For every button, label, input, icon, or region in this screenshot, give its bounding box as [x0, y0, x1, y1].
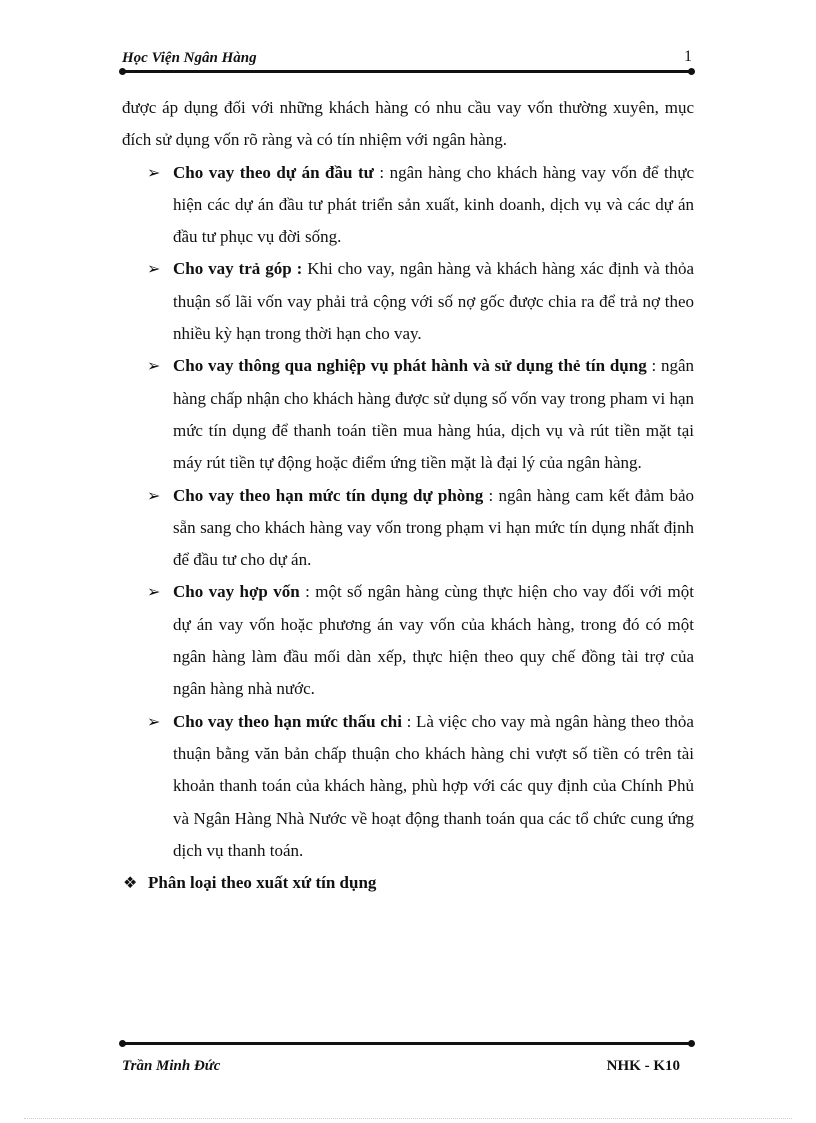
list-item	[122, 253, 694, 350]
diamond-bullet-icon: ❖	[123, 873, 138, 893]
bullet-text: : ngân hàng cho khách hàng vay vốn để thực hiện các dự án đầu tư phát triển sản xuất, kinh doanh, dịch vụ và các dự án đầu tư phục vụ đời sống.	[173, 162, 694, 247]
bullet-term: Cho vay trả góp :	[173, 259, 303, 279]
list-item	[122, 480, 694, 577]
bullet-term: Cho vay theo dự án đầu tư	[173, 162, 374, 182]
footer-author: Trần Minh Đức	[122, 1058, 221, 1074]
header-rule	[122, 70, 692, 73]
list-item	[122, 350, 694, 479]
footer-class-code: NHK - K10	[606, 1058, 680, 1074]
bullet-text: : Là việc cho vay mà ngân hàng theo thỏa thuận bằng văn bản chấp thuận cho khách hàng chi vượt số tiền có trên tài khoản thanh toán của khách hàng, phù hợp với các quy định của Chính Phủ và Ngân Hàng Nhà Nước về hoạt động thanh toán qua các tổ chức cung ứng dịch vụ thanh toán.	[173, 711, 694, 860]
list-item	[122, 576, 694, 705]
arrow-bullet-icon: ➢	[147, 356, 161, 376]
section-heading	[122, 867, 694, 899]
section-heading-text: Phân loại theo xuất xứ tín dụng	[148, 873, 377, 893]
bullet-term: Cho vay theo hạn mức tín dụng dự phòng	[173, 485, 484, 505]
arrow-bullet-icon: ➢	[147, 485, 161, 505]
page-number: 1	[684, 48, 692, 65]
arrow-bullet-icon: ➢	[147, 711, 161, 731]
list-item	[122, 157, 694, 254]
footer-rule	[122, 1042, 692, 1045]
arrow-bullet-icon: ➢	[147, 162, 161, 182]
intro-paragraph: được áp dụng đối với những khách hàng có nhu cầu vay vốn thường xuyên, mục đích sử dụng vốn rõ ràng và có tín nhiệm với ngân hàng.	[122, 98, 694, 150]
header-title: Học Viện Ngân Hàng	[122, 50, 257, 66]
loan-type-list	[122, 157, 694, 868]
bullet-term: Cho vay theo hạn mức thấu chi	[173, 711, 402, 731]
page-header	[122, 48, 694, 68]
arrow-bullet-icon: ➢	[147, 582, 161, 602]
bullet-text: : ngân hàng chấp nhận cho khách hàng được sử dụng số vốn vay trong pham vi hạn mức tín dụng để thanh toán tiền mua hàng húa, dịch vụ và rút tiền mặt tại máy rút tiền tự động hoặc điểm ứng tiền mặt là đại lý của ngân hàng.	[173, 356, 694, 473]
bullet-text: Khi cho vay, ngân hàng và khách hàng xác định và thỏa thuận số lãi vốn vay phải trả cộng với số nợ gốc được chia ra để trả nợ theo nhiều kỳ hạn trong thời hạn cho vay.	[173, 259, 695, 344]
bullet-text: : một số ngân hàng cùng thực hiện cho vay đối với một dự án vay vốn hoặc phương án vay vốn của khách hàng, trong đó có một ngân hàng làm đầu mối dàn xếp, thực hiện theo quy chế đồng tài trợ của ngân hàng nhà nước.	[173, 582, 694, 699]
bullet-term: Cho vay hợp vốn	[173, 582, 300, 602]
page-bottom-divider	[24, 1118, 792, 1119]
list-item	[122, 706, 694, 867]
arrow-bullet-icon: ➢	[147, 259, 161, 279]
document-body	[122, 92, 694, 899]
bullet-term: Cho vay thông qua nghiệp vụ phát hành và sử dụng thẻ tín dụng	[173, 356, 647, 376]
bullet-text: : ngân hàng cam kết đảm bảo sẵn sang cho khách hàng vay vốn trong phạm vi hạn mức tín dụng nhất định để đầu tư cho dự án.	[173, 485, 694, 570]
page-footer	[122, 1058, 694, 1080]
